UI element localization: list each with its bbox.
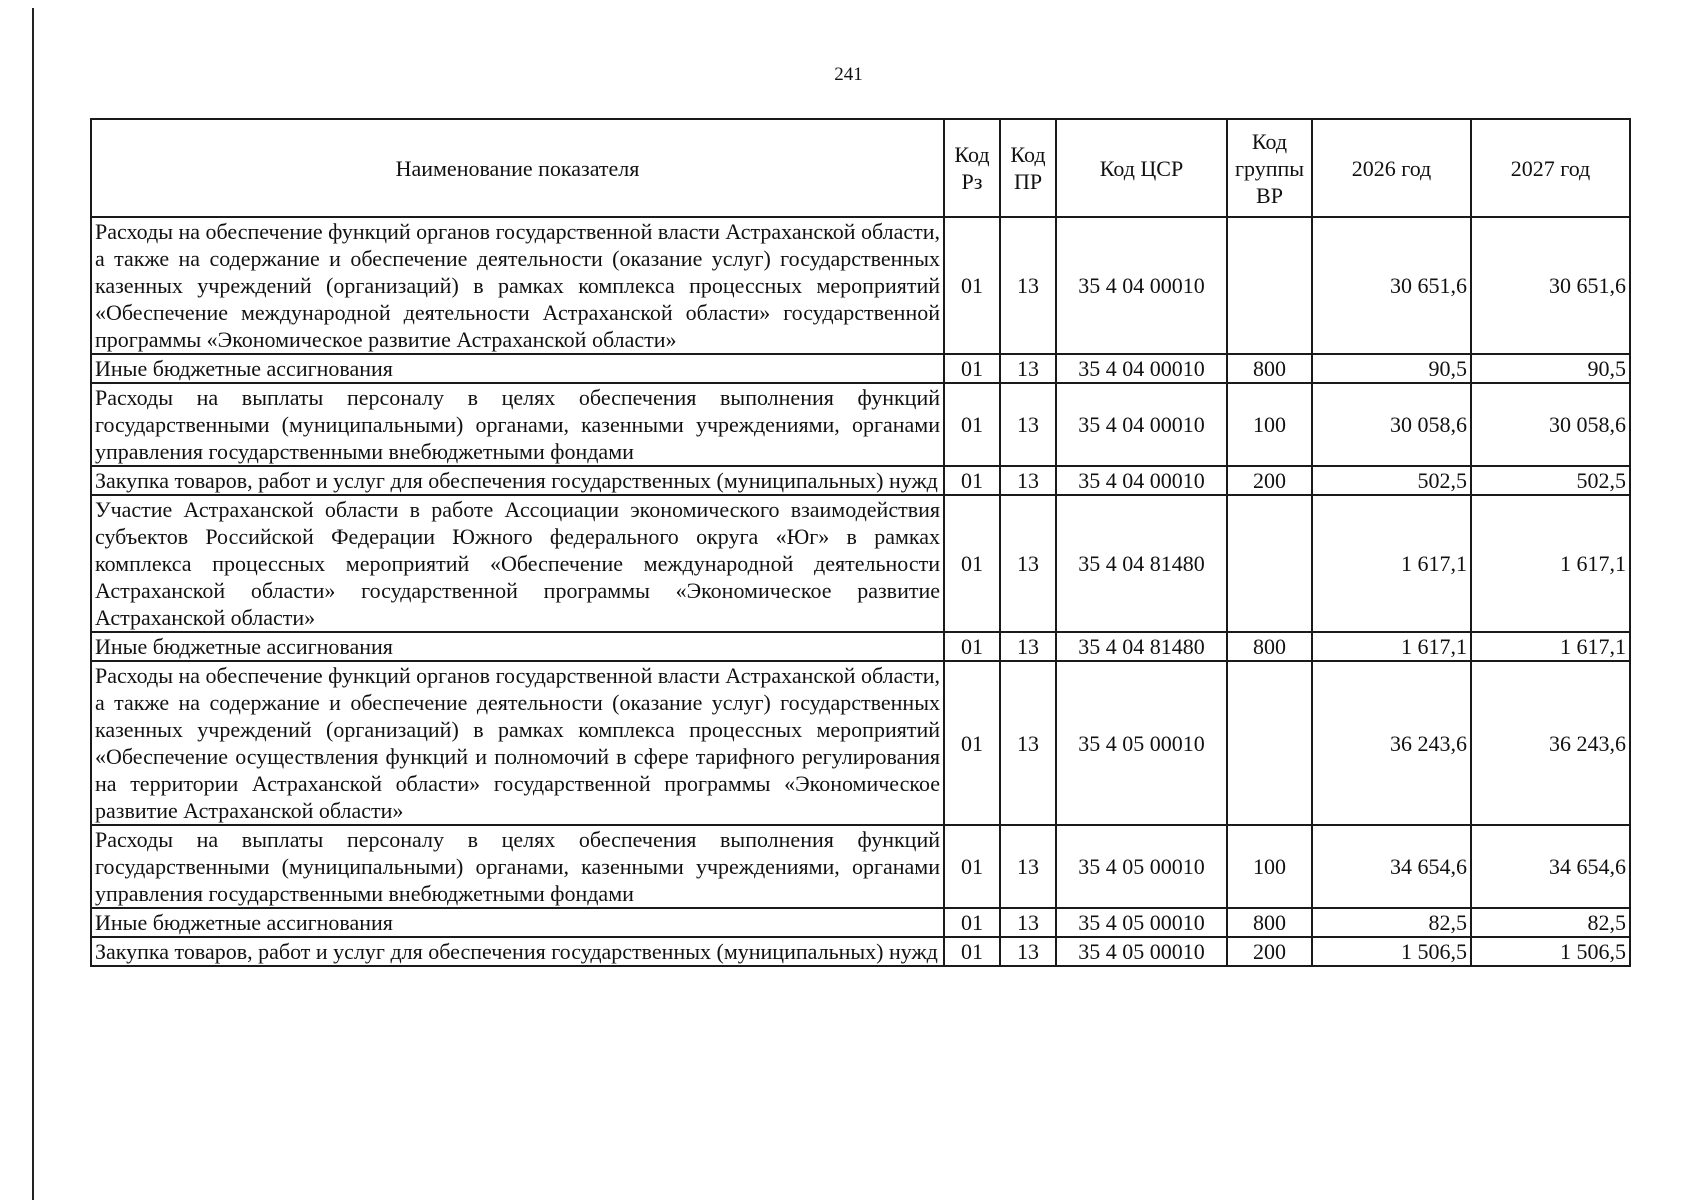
row-vr (1227, 495, 1312, 632)
row-2026: 502,5 (1312, 466, 1471, 495)
row-csr: 35 4 05 00010 (1056, 908, 1227, 937)
row-rz: 01 (944, 495, 1000, 632)
table-row (91, 632, 1630, 661)
row-name: Участие Астраханской области в работе Ассоциации экономического взаимодействия субъектов Российской Федерации Южного федерального округа «Юг» в рамках комплекса процессных мероприятий «Обеспечение международной деятельности Астраханской области» государственной программы «Экономическое развитие Астраханской области» (91, 495, 944, 632)
row-pr: 13 (1000, 383, 1056, 466)
row-2027: 82,5 (1471, 908, 1630, 937)
row-2027: 1 617,1 (1471, 632, 1630, 661)
table-row (91, 217, 1630, 354)
row-2027: 502,5 (1471, 466, 1630, 495)
row-pr: 13 (1000, 632, 1056, 661)
row-vr: 100 (1227, 383, 1312, 466)
row-name: Закупка товаров, работ и услуг для обеспечения государственных (муниципальных) нужд (91, 466, 944, 495)
row-2026: 36 243,6 (1312, 661, 1471, 825)
row-csr: 35 4 05 00010 (1056, 661, 1227, 825)
row-2027: 1 506,5 (1471, 937, 1630, 966)
table-row (91, 466, 1630, 495)
row-2026: 82,5 (1312, 908, 1471, 937)
row-2027: 1 617,1 (1471, 495, 1630, 632)
row-pr: 13 (1000, 825, 1056, 908)
row-2026: 34 654,6 (1312, 825, 1471, 908)
row-name: Иные бюджетные ассигнования (91, 908, 944, 937)
row-2027: 90,5 (1471, 354, 1630, 383)
row-pr: 13 (1000, 495, 1056, 632)
table-row (91, 937, 1630, 966)
row-vr: 800 (1227, 354, 1312, 383)
header-pr: Код ПР (1000, 119, 1056, 217)
row-name: Расходы на обеспечение функций органов государственной власти Астраханской области, а также на содержание и обеспечение деятельности (оказание услуг) государственных казенных учреждений (организаций) в рамках комплекса процессных мероприятий «Обеспечение осуществления функций и полномочий в сфере тарифного регулирования на территории Астраханской области» государственной программы «Экономическое развитие Астраханской области» (91, 661, 944, 825)
row-csr: 35 4 04 81480 (1056, 495, 1227, 632)
row-rz: 01 (944, 217, 1000, 354)
row-vr: 200 (1227, 937, 1312, 966)
row-rz: 01 (944, 937, 1000, 966)
row-name: Расходы на выплаты персоналу в целях обеспечения выполнения функций государственными (муниципальными) органами, казенными учреждениями, органами управления государственными внебюджетными фондами (91, 825, 944, 908)
row-csr: 35 4 05 00010 (1056, 825, 1227, 908)
table-row (91, 908, 1630, 937)
row-pr: 13 (1000, 217, 1056, 354)
row-2027: 34 654,6 (1471, 825, 1630, 908)
header-name: Наименование показателя (91, 119, 944, 217)
row-csr: 35 4 05 00010 (1056, 937, 1227, 966)
row-name: Иные бюджетные ассигнования (91, 354, 944, 383)
row-vr (1227, 217, 1312, 354)
row-csr: 35 4 04 00010 (1056, 217, 1227, 354)
row-rz: 01 (944, 383, 1000, 466)
row-vr: 800 (1227, 908, 1312, 937)
row-rz: 01 (944, 632, 1000, 661)
row-pr: 13 (1000, 466, 1056, 495)
row-name: Расходы на выплаты персоналу в целях обеспечения выполнения функций государственными (муниципальными) органами, казенными учреждениями, органами управления государственными внебюджетными фондами (91, 383, 944, 466)
budget-table (90, 118, 1631, 967)
page-number: 241 (834, 64, 863, 85)
row-vr: 200 (1227, 466, 1312, 495)
row-name: Иные бюджетные ассигнования (91, 632, 944, 661)
table-row (91, 354, 1630, 383)
scan-edge-line (32, 8, 34, 1200)
row-rz: 01 (944, 661, 1000, 825)
row-2026: 1 617,1 (1312, 495, 1471, 632)
row-2027: 30 651,6 (1471, 217, 1630, 354)
row-2026: 1 506,5 (1312, 937, 1471, 966)
header-vr: Код группы ВР (1227, 119, 1312, 217)
header-rz: Код Рз (944, 119, 1000, 217)
row-rz: 01 (944, 354, 1000, 383)
row-vr (1227, 661, 1312, 825)
header-year-2027: 2027 год (1471, 119, 1630, 217)
row-pr: 13 (1000, 937, 1056, 966)
row-rz: 01 (944, 825, 1000, 908)
row-name: Закупка товаров, работ и услуг для обеспечения государственных (муниципальных) нужд (91, 937, 944, 966)
row-rz: 01 (944, 466, 1000, 495)
row-rz: 01 (944, 908, 1000, 937)
header-year-2026: 2026 год (1312, 119, 1471, 217)
row-csr: 35 4 04 00010 (1056, 354, 1227, 383)
row-pr: 13 (1000, 908, 1056, 937)
row-2026: 30 058,6 (1312, 383, 1471, 466)
table-row (91, 383, 1630, 466)
table-row (91, 825, 1630, 908)
row-csr: 35 4 04 81480 (1056, 632, 1227, 661)
header-row (91, 119, 1630, 217)
row-csr: 35 4 04 00010 (1056, 383, 1227, 466)
row-2026: 90,5 (1312, 354, 1471, 383)
row-2026: 30 651,6 (1312, 217, 1471, 354)
table-row (91, 661, 1630, 825)
table-row (91, 495, 1630, 632)
row-pr: 13 (1000, 661, 1056, 825)
header-csr: Код ЦСР (1056, 119, 1227, 217)
row-vr: 100 (1227, 825, 1312, 908)
row-csr: 35 4 04 00010 (1056, 466, 1227, 495)
row-vr: 800 (1227, 632, 1312, 661)
row-pr: 13 (1000, 354, 1056, 383)
row-2027: 30 058,6 (1471, 383, 1630, 466)
row-2027: 36 243,6 (1471, 661, 1630, 825)
row-2026: 1 617,1 (1312, 632, 1471, 661)
row-name: Расходы на обеспечение функций органов государственной власти Астраханской области, а также на содержание и обеспечение деятельности (оказание услуг) государственных казенных учреждений (организаций) в рамках комплекса процессных мероприятий «Обеспечение международной деятельности Астраханской области» государственной программы «Экономическое развитие Астраханской области» (91, 217, 944, 354)
